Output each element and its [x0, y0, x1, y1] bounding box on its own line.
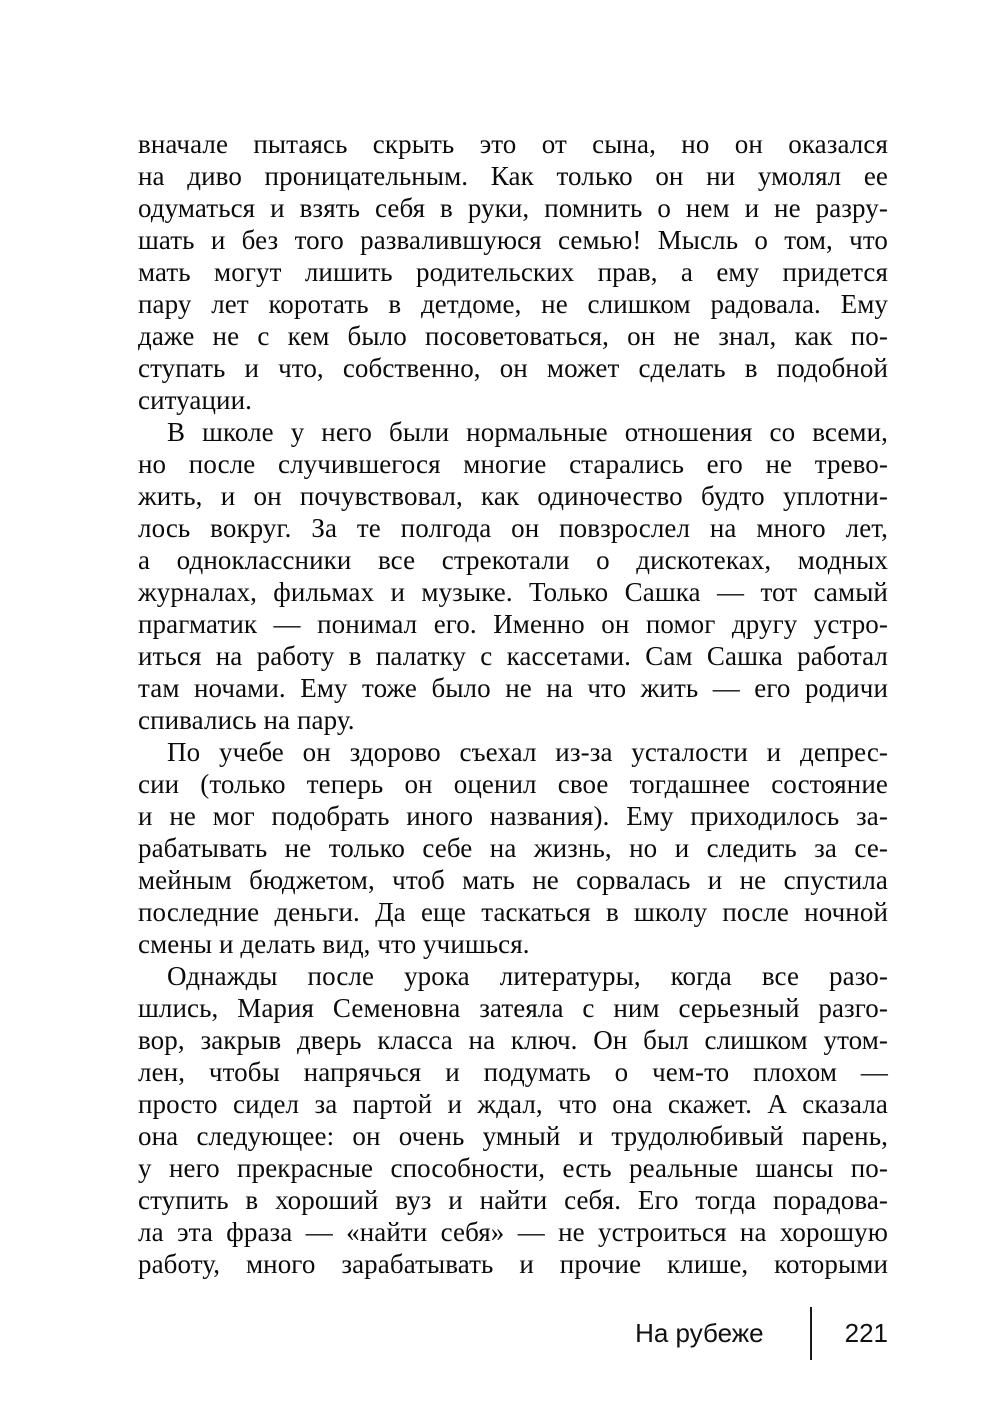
text-line: ситуации. [138, 385, 253, 415]
text-line: Однажды после урока литературы, когда все разо- [167, 961, 888, 991]
text-line: работу, много зарабатывать и прочие клише, которыми [138, 1249, 888, 1279]
text-line: прагматик — понимал его. Именно он помог другу устро- [138, 609, 888, 639]
text-line: В школе у него были нормальные отношения со всеми, [167, 417, 888, 447]
text-line: там ночами. Ему тоже было не на что жить — его родичи [138, 673, 888, 703]
text-line: последние деньги. Да еще таскаться в школу после ночной [138, 897, 888, 927]
paragraph [138, 416, 888, 736]
text-block [138, 128, 888, 1280]
text-line: а одноклассники все стрекотали о дискотеках, модных [138, 545, 888, 575]
text-line: даже не с кем было посоветоваться, он не знал, как по- [138, 321, 888, 351]
text-line: сии (только теперь он оценил свое тогдашнее состояние [138, 769, 888, 799]
paragraph [138, 128, 888, 416]
text-line: у него прекрасные способности, есть реальные шансы по- [138, 1153, 888, 1183]
text-line: лось вокруг. За те полгода он повзрослел на много лет, [138, 513, 888, 543]
text-line: смены и делать вид, что учишься. [138, 929, 530, 959]
running-title: На рубеже [635, 1318, 764, 1348]
text-line: просто сидел за партой и ждал, что она скажет. А сказала [138, 1089, 888, 1119]
text-line: мейным бюджетом, чтоб мать не сорвалась и не спустила [138, 865, 888, 895]
text-line: на диво проницательным. Как только он ни умолял ее [138, 161, 888, 191]
paragraph [138, 960, 888, 1280]
text-line: вор, закрыв дверь класса на ключ. Он был слишком утом- [138, 1025, 888, 1055]
page-number: 221 [844, 1318, 888, 1348]
text-line: шать и без того развалившуюся семью! Мысль о том, что [138, 225, 888, 255]
text-line: жить, и он почувствовал, как одиночество будто уплотни- [138, 481, 888, 511]
text-line: и не мог подобрать иного названия). Ему приходилось за- [138, 801, 888, 831]
text-line: ла эта фраза — «найти себя» — не устроиться на хорошую [138, 1217, 888, 1247]
text-line: ступать и что, собственно, он может сделать в подобной [138, 353, 888, 383]
text-line: спивались на пару. [138, 705, 355, 735]
text-line: ступить в хороший вуз и найти себя. Его тогда порадова- [138, 1185, 888, 1215]
page-footer [635, 1307, 888, 1360]
text-line: лен, чтобы напрячься и подумать о чем-то плохом — [138, 1057, 888, 1087]
text-line: журналах, фильмах и музыке. Только Сашка — тот самый [138, 577, 888, 607]
paragraph [138, 736, 888, 960]
text-line: По учебе он здорово съехал из-за усталости и депрес- [167, 737, 888, 767]
text-line: она следующее: он очень умный и трудолюбивый парень, [138, 1121, 888, 1151]
text-line: одуматься и взять себя в руки, помнить о нем и не разру- [138, 193, 888, 223]
text-line: пару лет коротать в детдоме, не слишком радовала. Ему [138, 289, 888, 319]
text-line: рабатывать не только себе на жизнь, но и следить за се- [138, 833, 888, 863]
footer-divider [810, 1307, 812, 1360]
text-line: иться на работу в палатку с кассетами. Сам Сашка работал [138, 641, 888, 671]
text-line: мать могут лишить родительских прав, а ему придется [138, 257, 888, 287]
text-line: вначале пытаясь скрыть это от сына, но он оказался [138, 129, 888, 159]
text-line: но после случившегося многие старались его не трево- [138, 449, 888, 479]
text-line: шлись, Мария Семеновна затеяла с ним серьезный разго- [138, 993, 888, 1023]
